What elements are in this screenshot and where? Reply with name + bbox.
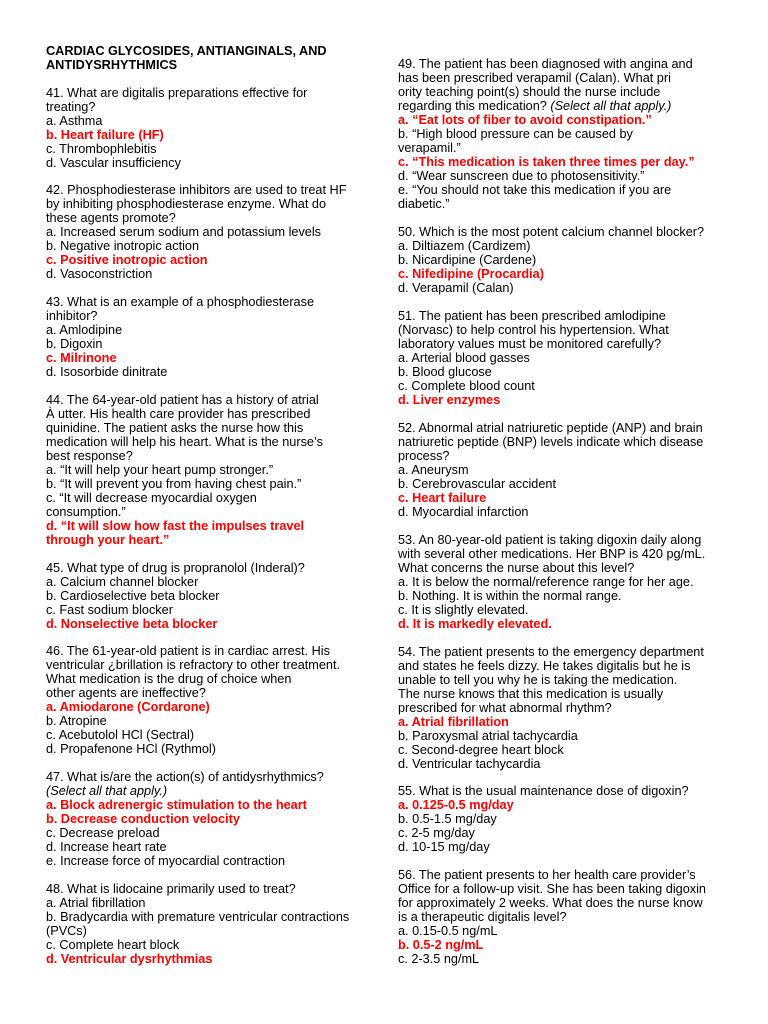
answer-option: b. Blood glucose: [398, 365, 492, 379]
answer-option: b. Negative inotropic action: [46, 239, 200, 253]
answer-option: c. Fast sodium blocker: [46, 603, 173, 617]
select-all-note: (Select all that apply.): [550, 99, 672, 113]
answer-option: b. Atropine: [46, 714, 107, 728]
question-block: [46, 644, 366, 756]
answer-option: c. It is slightly elevated.: [398, 603, 529, 617]
question-text: prescribed for what abnormal rhythm?: [398, 701, 612, 715]
question-text: 56. The patient presents to her health care provider’s: [398, 868, 696, 882]
question-block: [46, 770, 366, 868]
question-text: with several other medications. Her BNP is 420 pg/mL.: [398, 547, 706, 561]
question-text: ority teaching point(s) should the nurse include: [398, 85, 661, 99]
answer-option: b. Cardioselective beta blocker: [46, 589, 220, 603]
answer-option: c. Second-degree heart block: [398, 743, 564, 757]
answer-option: d. Myocardial infarction: [398, 505, 529, 519]
question-text: À utter. His health care provider has prescribed: [46, 407, 311, 421]
answer-option: d. Vascular insufficiency: [46, 156, 181, 170]
question-text: 53. An 80-year-old patient is taking digoxin daily along: [398, 533, 702, 547]
answer-option-correct: c. “This medication is taken three times per day.”: [398, 155, 695, 169]
answer-option: b. Nicardipine (Cardene): [398, 253, 537, 267]
question-text: 50. Which is the most potent calcium channel blocker?: [398, 225, 705, 239]
answer-option-correct: c. Milrinone: [46, 351, 117, 365]
answer-option: a. Diltiazem (Cardizem): [398, 239, 531, 253]
answer-option: d. Increase heart rate: [46, 840, 167, 854]
question-text: 45. What type of drug is propranolol (Inderal)?: [46, 561, 305, 575]
question-block: [398, 225, 728, 295]
question-block: [398, 868, 728, 966]
question-text: The nurse knows that this medication is usually: [398, 687, 664, 701]
answer-option: b. 0.5-1.5 mg/day: [398, 812, 497, 826]
answer-option-correct: d. It is markedly elevated.: [398, 617, 552, 631]
answer-option-correct: c. Positive inotropic action: [46, 253, 208, 267]
question-text: What medication is the drug of choice when: [46, 672, 292, 686]
answer-option: a. Increased serum sodium and potassium levels: [46, 225, 322, 239]
answer-option: b. Digoxin: [46, 337, 103, 351]
question-text: inhibitor?: [46, 309, 98, 323]
question-text: 47. What is/are the action(s) of antidysrhythmics?: [46, 770, 324, 784]
question-text: 48. What is lidocaine primarily used to treat?: [46, 882, 296, 896]
answer-option-correct: a. Atrial fibrillation: [398, 715, 509, 729]
answer-option-correct: d. “It will slow how fast the impulses travel: [46, 519, 305, 533]
answer-option: b. Nothing. It is within the normal range.: [398, 589, 622, 603]
question-text: treating?: [46, 100, 96, 114]
answer-option: d. Verapamil (Calan): [398, 281, 514, 295]
answer-option: c. “It will decrease myocardial oxygen: [46, 491, 257, 505]
question-text: these agents promote?: [46, 211, 176, 225]
question-text: and states he feels dizzy. He takes digitalis but he is: [398, 659, 691, 673]
question-block: [398, 57, 728, 211]
question-block: [46, 393, 366, 547]
answer-option-correct: d. Liver enzymes: [398, 393, 501, 407]
question-block: [398, 421, 728, 519]
answer-option: d. Isosorbide dinitrate: [46, 365, 168, 379]
answer-option: d. Vasoconstriction: [46, 267, 153, 281]
question-text: [398, 99, 728, 113]
question-text: unable to tell you why he is taking the medication.: [398, 673, 678, 687]
answer-option-correct: c. Heart failure: [398, 491, 487, 505]
question-text: other agents are ineffective?: [46, 686, 206, 700]
answer-option-correct: b. 0.5-2 ng/mL: [398, 938, 484, 952]
question-text: Office for a follow-up visit. She has been taking digoxin: [398, 882, 706, 896]
answer-option: b. “High blood pressure can be caused by: [398, 127, 633, 141]
question-text: 44. The 64-year-old patient has a history of atrial: [46, 393, 319, 407]
answer-option: d. “Wear sunscreen due to photosensitivity.”: [398, 169, 645, 183]
answer-option: a. Atrial fibrillation: [46, 896, 146, 910]
answer-option-correct: d. Ventricular dysrhythmias: [46, 952, 213, 966]
answer-option: a. “It will help your heart pump stronger.”: [46, 463, 274, 477]
answer-option-correct: a. 0.125-0.5 mg/day: [398, 798, 514, 812]
answer-option: d. Ventricular tachycardia: [398, 757, 541, 771]
answer-option: d. Propafenone HCl (Rythmol): [46, 742, 216, 756]
answer-option: a. Arterial blood gasses: [398, 351, 530, 365]
answer-option: c. Decrease preload: [46, 826, 160, 840]
question-text: by inhibiting phosphodiesterase enzyme. What do: [46, 197, 326, 211]
question-text: has been prescribed verapamil (Calan). What pri: [398, 71, 671, 85]
answer-option: verapamil.”: [398, 141, 461, 155]
answer-option: diabetic.”: [398, 197, 450, 211]
question-text-part: regarding this medication?: [398, 99, 551, 113]
question-block: [46, 561, 366, 631]
question-text: best response?: [46, 449, 133, 463]
answer-option: e. “You should not take this medication if you are: [398, 183, 672, 197]
answer-option-correct: b. Heart failure (HF): [46, 128, 164, 142]
answer-option-correct: a. Amiodarone (Cordarone): [46, 700, 210, 714]
answer-option-correct: c. Nifedipine (Procardia): [398, 267, 544, 281]
question-text: process?: [398, 449, 450, 463]
question-block: [46, 183, 366, 281]
question-text: natriuretic peptide (BNP) levels indicate which disease: [398, 435, 704, 449]
question-text: 52. Abnormal atrial natriuretic peptide (ANP) and brain: [398, 421, 703, 435]
title-line: ANTIDYSRHYTHMICS: [46, 58, 178, 72]
question-text: laboratory values must be monitored carefully?: [398, 337, 662, 351]
answer-option-correct: a. “Eat lots of fiber to avoid constipation.”: [398, 113, 652, 127]
question-text: 46. The 61-year-old patient is in cardiac arrest. His: [46, 644, 330, 658]
question-block: [46, 882, 366, 966]
question-block: [398, 533, 728, 631]
question-text: quinidine. The patient asks the nurse how this: [46, 421, 304, 435]
answer-option: b. “It will prevent you from having chest pain.”: [46, 477, 302, 491]
question-text: 42. Phosphodiesterase inhibitors are used to treat HF: [46, 183, 347, 197]
answer-option: c. Thrombophlebitis: [46, 142, 157, 156]
answer-option: d. 10-15 mg/day: [398, 840, 490, 854]
answer-option: b. Cerebrovascular accident: [398, 477, 556, 491]
question-text: What concerns the nurse about this level?: [398, 561, 635, 575]
question-text: 43. What is an example of a phosphodiesterase: [46, 295, 315, 309]
question-block: [46, 86, 366, 170]
question-block: [398, 784, 728, 854]
question-block: [398, 309, 728, 407]
answer-option: a. Amlodipine: [46, 323, 123, 337]
answer-option: a. 0.15-0.5 ng/mL: [398, 924, 498, 938]
answer-option: c. 2-5 mg/day: [398, 826, 475, 840]
question-text: is a therapeutic digitalis level?: [398, 910, 567, 924]
answer-option: (PVCs): [46, 924, 87, 938]
question-text: 41. What are digitalis preparations effective for: [46, 86, 308, 100]
answer-option: b. Bradycardia with premature ventricular contractions: [46, 910, 350, 924]
select-all-note: (Select all that apply.): [46, 784, 168, 798]
answer-option-correct: a. Block adrenergic stimulation to the heart: [46, 798, 307, 812]
answer-option: a. It is below the normal/reference range for her age.: [398, 575, 694, 589]
page-title: [46, 44, 366, 72]
answer-option: a. Calcium channel blocker: [46, 575, 199, 589]
answer-option: b. Paroxysmal atrial tachycardia: [398, 729, 578, 743]
answer-option-correct: b. Decrease conduction velocity: [46, 812, 240, 826]
question-text: 49. The patient has been diagnosed with angina and: [398, 57, 693, 71]
answer-option: e. Increase force of myocardial contraction: [46, 854, 286, 868]
answer-option: c. Complete blood count: [398, 379, 535, 393]
question-text: medication will help his heart. What is the nurse’s: [46, 435, 323, 449]
question-text: (Norvasc) to help control his hypertension. What: [398, 323, 669, 337]
answer-option: a. Asthma: [46, 114, 103, 128]
question-text: 55. What is the usual maintenance dose of digoxin?: [398, 784, 689, 798]
question-text: 51. The patient has been prescribed amlodipine: [398, 309, 666, 323]
answer-option: c. Acebutolol HCl (Sectral): [46, 728, 195, 742]
answer-option: a. Aneurysm: [398, 463, 469, 477]
answer-option: consumption.”: [46, 505, 126, 519]
answer-option: c. Complete heart block: [46, 938, 180, 952]
question-text: 54. The patient presents to the emergency department: [398, 645, 704, 659]
question-text: ventricular ¿brillation is refractory to other treatment.: [46, 658, 341, 672]
title-line: CARDIAC GLYCOSIDES, ANTIANGINALS, AND: [46, 44, 327, 58]
question-text: for approximately 2 weeks. What does the nurse know: [398, 896, 703, 910]
question-block: [398, 645, 728, 771]
answer-option: c. 2-3.5 ng/mL: [398, 952, 480, 966]
answer-option-correct: d. Nonselective beta blocker: [46, 617, 218, 631]
question-block: [46, 295, 366, 379]
answer-option-correct: through your heart.”: [46, 533, 170, 547]
